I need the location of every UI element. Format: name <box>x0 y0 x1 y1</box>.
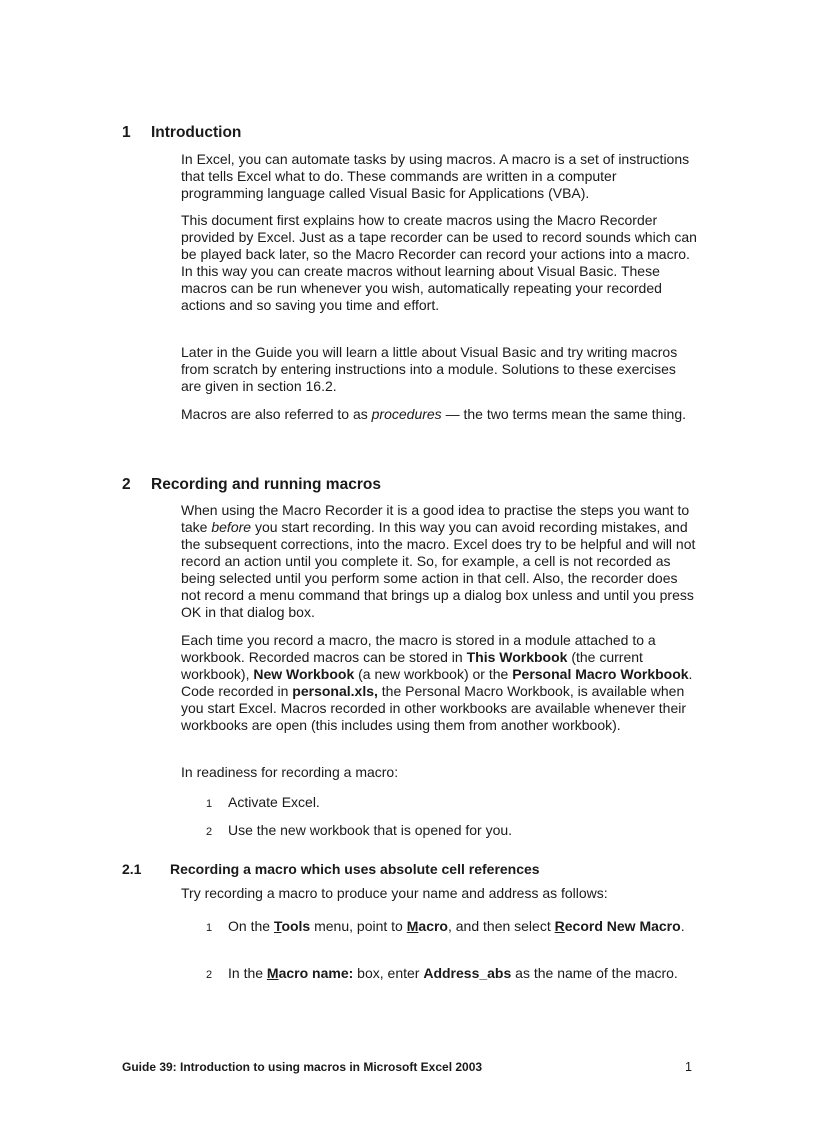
list-item <box>206 964 686 985</box>
bold-personal-xls: personal.xls, <box>292 683 378 699</box>
text-run: (the current workbook), <box>181 649 643 682</box>
step-number: 1 <box>206 798 213 810</box>
s2-paragraph-3: In readiness for recording a macro: <box>181 764 399 780</box>
text-run: (a new workbook) or the <box>354 666 513 682</box>
accelerator-key: M <box>266 965 279 981</box>
text-run: . <box>680 918 685 934</box>
list-item <box>206 917 686 938</box>
text-run: menu, point to <box>310 918 407 934</box>
text-run: you start recording. In this way you can avoid recording mistakes, and the subsequent corrections, into the macro. Excel does try to be helpful and will not record an action until you complete it. So, for example, a cell is not recorded as being selected until you perform some action in that cell. Also, the recorder does not record a menu command that brings up a dialog box unless and until you press OK in that dialog box. <box>181 519 696 620</box>
step-text: Activate Excel. <box>228 794 320 810</box>
emphasis-procedures: procedures <box>371 406 442 422</box>
text-run: , and then select <box>447 918 555 934</box>
text-run: . Code recorded in <box>181 666 693 699</box>
menu-tools <box>274 918 310 934</box>
list-item <box>206 821 686 842</box>
text-run: the Personal Macro Workbook, is available when you start Excel. Macros recorded in other workbooks are available whenever their workbooks are open (this includes using them from another workbook). <box>181 683 687 733</box>
s2-paragraph-2 <box>181 632 699 734</box>
text-run: box, enter <box>353 965 424 981</box>
step-number: 1 <box>206 922 213 934</box>
text-run: acro <box>418 918 448 934</box>
text-run: On the <box>228 918 274 934</box>
emphasis-before: before <box>211 519 252 535</box>
field-macro-name <box>267 965 353 981</box>
text-run: ools <box>281 918 311 934</box>
section-title: Recording and running macros <box>151 476 381 493</box>
bold-personal-macro-workbook: Personal Macro Workbook <box>512 666 689 682</box>
section-title: Recording a macro which uses absolute cell references <box>170 861 540 877</box>
bold-new-workbook: New Workbook <box>253 666 355 682</box>
step-text: Use the new workbook that is opened for you. <box>228 822 513 838</box>
bold-this-workbook: This Workbook <box>466 649 568 665</box>
menu-macro <box>407 918 448 934</box>
s1-paragraph-4 <box>181 406 699 423</box>
text-run: ecord New Macro <box>564 918 681 934</box>
section-number: 2 <box>122 476 131 493</box>
section-2-1-heading <box>122 861 540 877</box>
s1-paragraph-3: Later in the Guide you will learn a little about Visual Basic and try writing macros from scratch by entering instructions into a module. Solutions to these exercises are given in section 16.2. <box>181 344 678 394</box>
accelerator-key: R <box>554 918 565 934</box>
text-run: Macros are also referred to as <box>181 406 372 422</box>
footer-title: Guide 39: Introduction to using macros in Microsoft Excel 2003 <box>122 1060 483 1074</box>
step-number: 2 <box>206 969 213 981</box>
step-text <box>228 964 686 985</box>
list-item <box>206 793 686 814</box>
text-run: as the name of the macro. <box>511 965 678 981</box>
section-number: 2.1 <box>122 861 142 877</box>
s2-paragraph-1 <box>181 502 699 621</box>
text-run: — the two terms mean the same thing. <box>441 406 687 422</box>
accelerator-key: T <box>273 918 282 934</box>
s1-paragraph-2: This document first explains how to create macros using the Macro Recorder provided by Excel. Just as a tape recorder can be used to record sounds which can be played back later, so the Macro Recorder can record your actions into a macro. In this way you can create macros without learning about Visual Basic. These macros can be run whenever you wish, automatically repeating your recorded actions and so saving you time and effort. <box>181 212 697 313</box>
section-2-heading <box>122 476 381 494</box>
s1-paragraph-1: In Excel, you can automate tasks by using macros. A macro is a set of instructions that tells Excel what to do. These commands are written in a computer programming language called Visual Basic for Applications (VBA). <box>181 151 690 201</box>
text-run: In the <box>228 965 267 981</box>
accelerator-key: M <box>406 918 419 934</box>
section-number: 1 <box>122 124 131 141</box>
page-number: 1 <box>685 1060 692 1074</box>
text-run: acro name: <box>278 965 354 981</box>
s21-paragraph-1: Try recording a macro to produce your name and address as follows: <box>181 885 608 901</box>
step-number: 2 <box>206 826 213 838</box>
section-1-heading <box>122 124 241 142</box>
text-run: Each time you record a macro, the macro is stored in a module attached to a workbook. Recorded macros can be stored in <box>181 632 656 665</box>
section-title: Introduction <box>151 124 242 141</box>
text-run: When using the Macro Recorder it is a good idea to practise the steps you want to take <box>181 502 690 535</box>
macro-name-value: Address_abs <box>423 965 512 981</box>
step-text <box>228 917 686 938</box>
menu-record-new-macro <box>555 918 681 934</box>
